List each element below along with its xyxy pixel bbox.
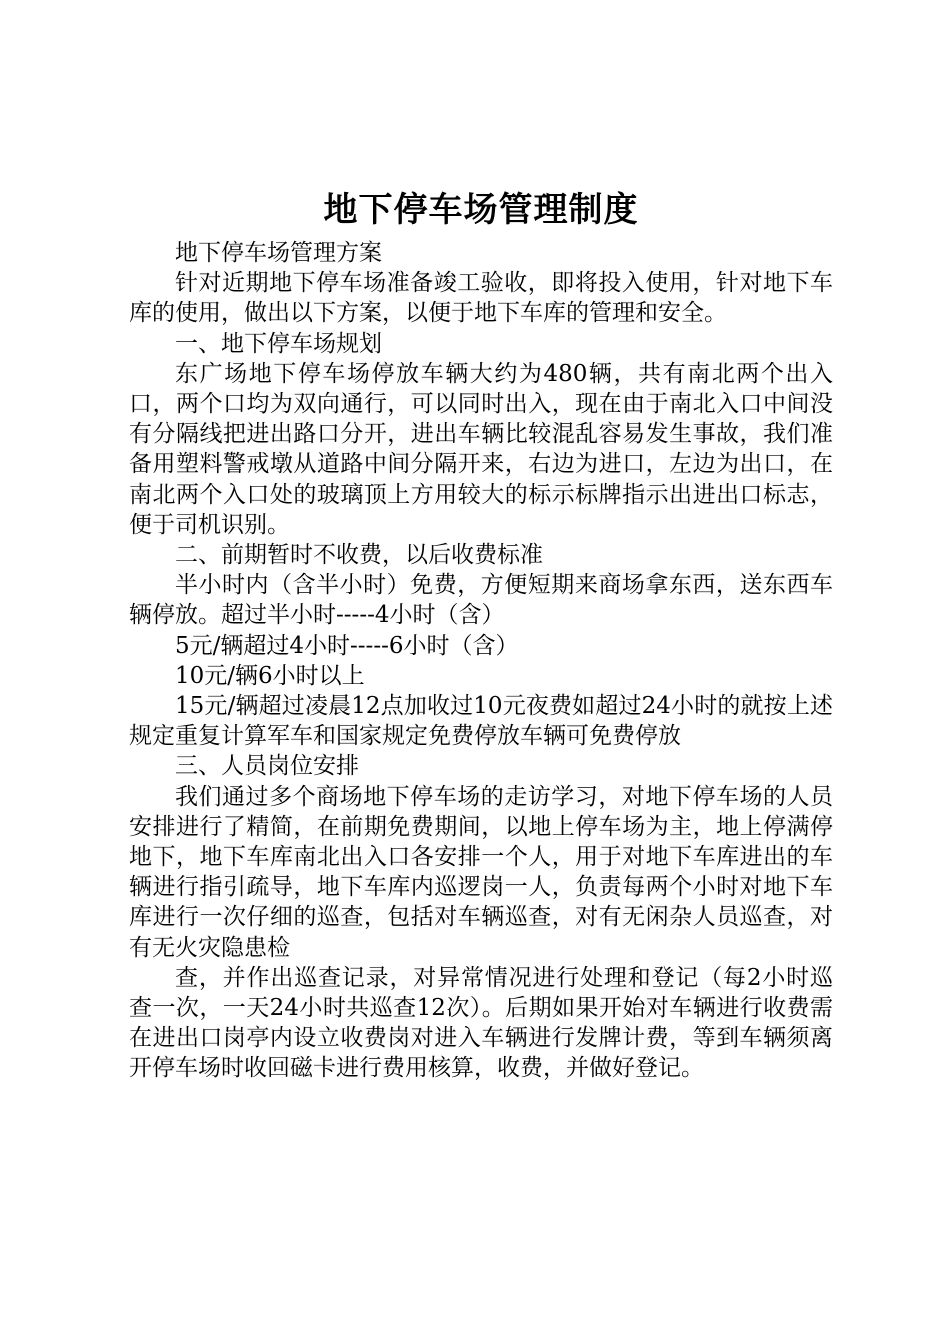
paragraph-inspection: 查，并作出巡查记录，对异常情况进行处理和登记（每2小时巡查一次，一天24小时共巡查12次）。后期如果开始对车辆进行收费需在进出口岗亭内设立收费岗对进入车辆进行发牌计费，等到车辆须离开停车场时收回磁卡进行费用核算，收费，并做好登记。 bbox=[129, 964, 833, 1082]
paragraph-staffing: 我们通过多个商场地下停车场的走访学习，对地下停车场的人员安排进行了精简，在前期免费期间，以地上停车场为主，地上停满停地下，地下车库南北出入口各安排一个人，用于对地下车库进出的车辆进行指引疏导，地下车库内巡逻岗一人，负责每两个小时对地下车库进行一次仔细的巡查，包括对车辆巡查，对有无闲杂人员巡查，对有无火灾隐患检 bbox=[129, 783, 833, 961]
paragraph-plan-heading: 地下停车场管理方案 bbox=[175, 240, 382, 266]
section-heading-planning: 一、地下停车场规划 bbox=[175, 330, 382, 357]
paragraph-intro: 针对近期地下停车场准备竣工验收，即将投入使用，针对地下车库的使用，做出以下方案，以便于地下车库的管理和安全。 bbox=[129, 270, 833, 327]
paragraph-fee-half-hour: 半小时内（含半小时）免费，方便短期来商场拿东西，送东西车辆停放。超过半小时-----4小时（含） bbox=[129, 572, 833, 629]
document-body bbox=[129, 238, 833, 1084]
paragraph-fee-overnight: 15元/辆超过凌晨12点加收过10元夜费如超过24小时的就按上述规定重复计算军车和国家规定免费停放车辆可免费停放 bbox=[129, 693, 833, 750]
section-heading-fees: 二、前期暂时不收费，以后收费标准 bbox=[175, 542, 543, 569]
document-page bbox=[129, 0, 833, 1084]
paragraph-fee-6-hours: 10元/辆6小时以上 bbox=[175, 662, 365, 689]
document-title: 地下停车场管理制度 bbox=[323, 190, 639, 230]
paragraph-planning: 东广场地下停车场停放车辆大约为480辆，共有南北两个出入口，两个口均为双向通行，可以同时出入，现在由于南北入口中间没有分隔线把进出路口分开，进出车辆比较混乱容易发生事故，我们准备用塑料警戒墩从道路中间分隔开来，右边为进口，左边为出口，在南北两个入口处的玻璃顶上方用较大的标示标牌指示出进出口标志，便于司机识别。 bbox=[129, 360, 833, 538]
paragraph-fee-4-6-hours: 5元/辆超过4小时-----6小时（含） bbox=[175, 632, 519, 659]
section-heading-staffing: 三、人员岗位安排 bbox=[175, 753, 359, 780]
